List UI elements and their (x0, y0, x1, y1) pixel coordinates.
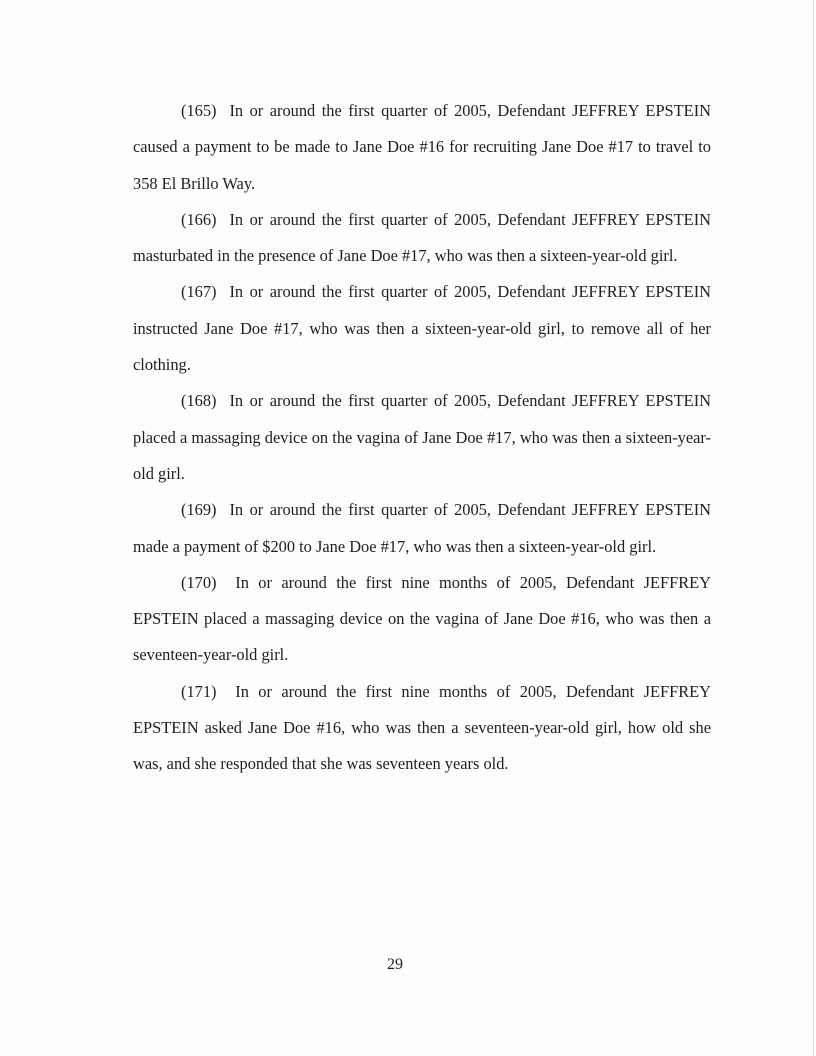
paragraph-text: In or around the first quarter of 2005, Defendant JEFFREY EPSTEIN masturbated in the presence of Jane Doe #17, who was then a sixteen-year-old girl. (133, 209, 711, 266)
paragraph-number: (167) (181, 282, 217, 302)
paragraph-text: In or around the first quarter of 2005, Defendant JEFFREY EPSTEIN instructed Jane Doe #17, who was then a sixteen-year-old girl, to remove all of her clothing. (133, 282, 711, 375)
paragraph-number: (170) (181, 572, 217, 592)
paragraph-170 (133, 565, 711, 674)
paragraph-number: (166) (181, 209, 217, 229)
paragraph-text: In or around the first nine months of 2005, Defendant JEFFREY EPSTEIN asked Jane Doe #16, who was then a seventeen-year-old girl, how old she was, and she responded that she was seventeen years old. (133, 681, 711, 774)
document-body (133, 93, 711, 783)
paragraph-number: (169) (181, 500, 217, 520)
paragraph-166 (133, 202, 711, 275)
paragraph-168 (133, 383, 711, 492)
page-edge-divider (813, 0, 814, 1056)
paragraph-number: (165) (181, 101, 217, 120)
paragraph-text: In or around the first quarter of 2005, Defendant JEFFREY EPSTEIN made a payment of $200 to Jane Doe #17, who was then a sixteen-year-old girl. (133, 500, 711, 556)
paragraph-171 (133, 674, 711, 783)
paragraph-text: In or around the first quarter of 2005, Defendant JEFFREY EPSTEIN placed a massaging device on the vagina of Jane Doe #17, who was then a sixteen-year-old girl. (133, 391, 711, 483)
paragraph-text: In or around the first quarter of 2005, Defendant JEFFREY EPSTEIN caused a payment to be made to Jane Doe #16 for recruiting Jane Doe #17 to travel to 358 El Brillo Way. (133, 101, 711, 193)
paragraph-number: (168) (181, 391, 217, 411)
page-number: 29 (387, 956, 403, 973)
paragraph-number: (171) (181, 681, 217, 701)
paragraph-167 (133, 274, 711, 383)
paragraph-text: In or around the first nine months of 2005, Defendant JEFFREY EPSTEIN placed a massaging device on the vagina of Jane Doe #16, who was then a seventeen-year-old girl. (133, 572, 711, 665)
paragraph-169 (133, 492, 711, 565)
paragraph-165 (133, 93, 711, 202)
